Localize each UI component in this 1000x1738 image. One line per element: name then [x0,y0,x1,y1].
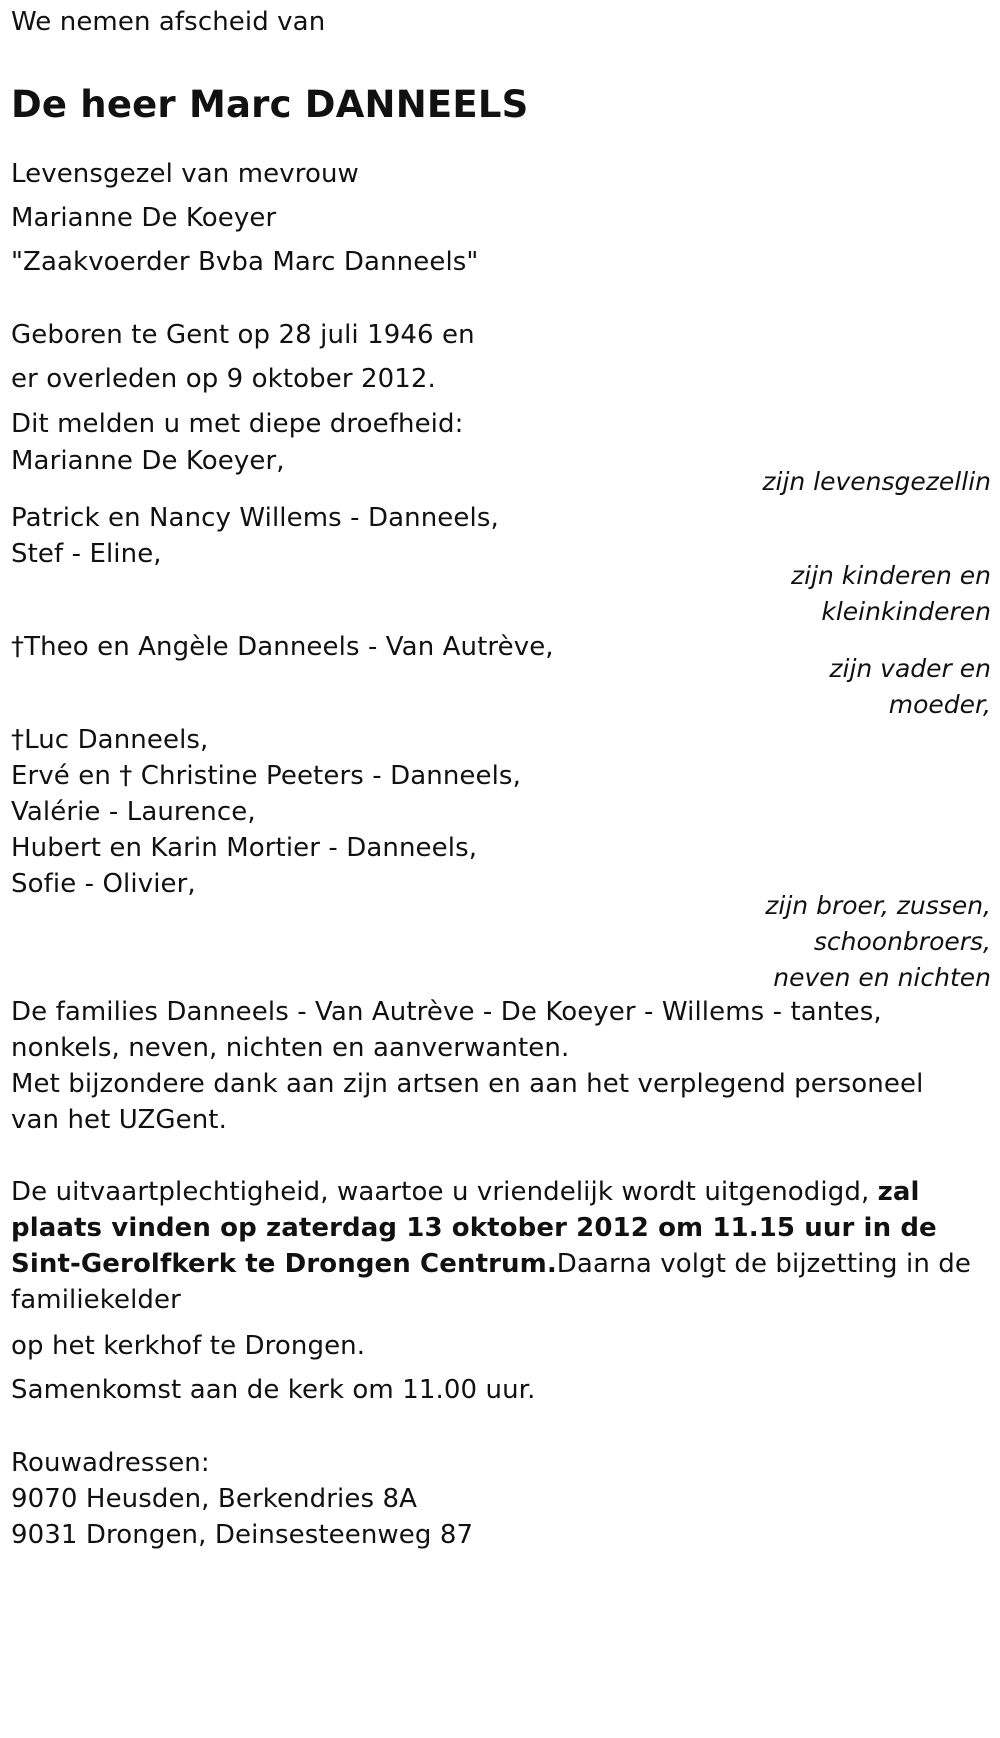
address-line: 9070 Heusden, Berkendries 8A [11,1484,417,1514]
partner-line-2: Marianne De Koeyer [11,203,277,233]
partner-line-1: Levensgezel van mevrouw [11,159,359,189]
announcement: Dit melden u met diepe droefheid: [11,409,464,439]
address-line: 9031 Drongen, Deinsesteenweg 87 [11,1520,474,1550]
relation-text: moeder, [888,690,991,719]
family-name: Marianne De Koeyer, [11,446,285,476]
family-name: Stef - Eline, [11,539,162,569]
family-name: Ervé en † Christine Peeters - Danneels, [11,761,521,791]
family-name: Valérie - Laurence, [11,797,256,827]
relation-text: zijn broer, zussen, [765,891,991,920]
relation-text: neven en nichten [773,963,991,992]
burial-text: op het kerkhof te Drongen. [11,1331,366,1361]
relation-text: schoonbroers, [813,927,991,956]
families-paragraph: De families Danneels - Van Autrève - De Koeyer - Willems - tantes, nonkels, neven, nichten en aanverwanten. [11,997,882,1063]
addresses-label: Rouwadressen: [11,1448,210,1478]
funeral-paragraph [11,1174,971,1318]
relation-text: zijn kinderen en [791,561,991,590]
deceased-name: De heer Marc DANNEELS [11,83,529,126]
family-name: Patrick en Nancy Willems - Danneels, [11,503,499,533]
occupation: "Zaakvoerder Bvba Marc Danneels" [11,247,479,277]
intro-text: We nemen afscheid van [11,7,326,37]
birth-text: Geboren te Gent op 28 juli 1946 en [11,320,475,350]
funeral-intro: De uitvaartplechtigheid, waartoe u vriendelijk wordt uitgenodigd, [11,1177,878,1207]
death-text: er overleden op 9 oktober 2012. [11,364,436,394]
thanks-paragraph: Met bijzondere dank aan zijn artsen en aan het verplegend personeel van het UZGent. [11,1069,924,1135]
funeral-details: zal plaats vinden op zaterdag 13 oktober 2012 om 11.15 uur in de Sint-Gerolfkerk te Drongen Centrum. [11,1177,937,1279]
family-name: †Luc Danneels, [11,725,209,755]
funeral-after: Daarna volgt de bijzetting in de familiekelder [11,1249,971,1315]
gathering-text: Samenkomst aan de kerk om 11.00 uur. [11,1375,536,1405]
family-name: †Theo en Angèle Danneels - Van Autrève, [11,632,554,662]
relation-text: zijn levensgezellin [762,467,991,496]
relation-text: zijn vader en [829,654,991,683]
relation-text: kleinkinderen [821,597,991,626]
family-name: Hubert en Karin Mortier - Danneels, [11,833,478,863]
family-name: Sofie - Olivier, [11,869,196,899]
